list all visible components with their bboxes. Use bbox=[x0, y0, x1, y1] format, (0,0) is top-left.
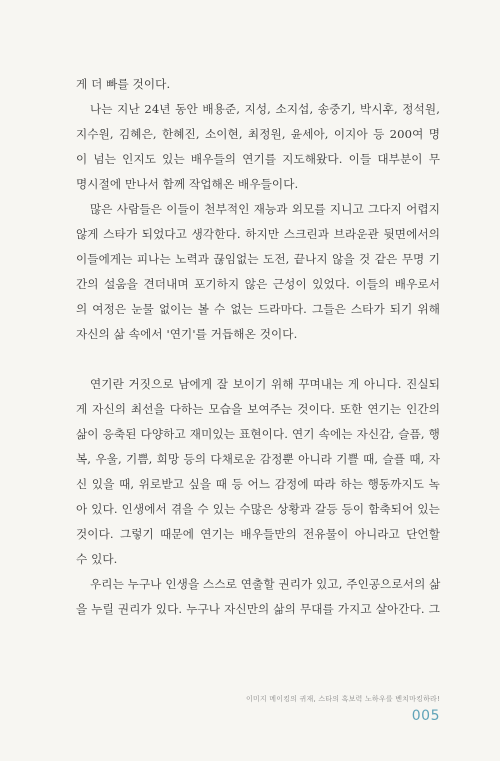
text-line: 우리는 누구나 인생을 스스로 연출할 권리가 있고, 주인공으로서의 삶 bbox=[90, 577, 441, 591]
text-line: 삶이 응축된 다양하고 재미있는 표현이다. 연기 속에는 자신감, 슬픔, 행 bbox=[76, 427, 440, 441]
text-line: 것이다. 그렇기 때문에 연기는 배우들만의 전유물이 아니라고 단언할 bbox=[76, 527, 440, 541]
text-line: 자신의 삶 속에서 '연기'를 거듭해온 것이다. bbox=[76, 327, 298, 341]
text-line: 이들에게는 피나는 노력과 끊임없는 도전, 끝나지 않을 것 같은 무명 기 bbox=[76, 252, 440, 266]
text-section-2 bbox=[76, 372, 440, 622]
text-line: 아 있다. 인생에서 겪을 수 있는 수많은 상황과 갈등 등이 함축되어 있는 bbox=[76, 502, 440, 516]
running-footer-title: 이미지 메이킹의 귀재, 스타의 혹보력 노하우를 벤치마킹하라! bbox=[245, 695, 440, 703]
text-line: 복, 우울, 기쁨, 희망 등의 다채로운 감정뿐 아니라 기쁠 때, 슬플 때, 자 bbox=[76, 452, 440, 466]
text-line: 명시절에 만나서 함께 작업해온 배우들이다. bbox=[76, 177, 299, 191]
text-line: 나는 지난 24년 동안 배용준, 지성, 소지섭, 송중기, 박시후, 정석원, bbox=[90, 102, 440, 116]
text-line: 연기란 거짓으로 남에게 잘 보이기 위해 꾸며내는 게 아니다. 진실되 bbox=[90, 377, 440, 391]
text-line: 지수원, 김혜은, 한혜진, 소이현, 최정원, 윤세아, 이지아 등 200여 명 bbox=[76, 127, 440, 141]
text-line: 간의 설움을 견더내며 포기하지 않은 근성이 있었다. 이들의 배우로서 bbox=[76, 277, 440, 291]
text-line: 신 있을 때, 위로받고 싶을 때 등 어느 감정에 따라 하는 행동까지도 녹 bbox=[76, 477, 440, 491]
text-line: 이 넘는 인지도 있는 배우들의 연기를 지도해왔다. 이들 대부분이 무 bbox=[76, 152, 440, 166]
text-line: 수 있다. bbox=[76, 552, 118, 566]
page-number: 005 bbox=[411, 708, 440, 724]
text-line: 게 더 빠를 것이다. bbox=[76, 77, 171, 91]
text-line: 의 여정은 눈물 없이는 볼 수 없는 드라마다. 그들은 스타가 되기 위해 bbox=[76, 302, 440, 316]
text-line: 을 누릴 권리가 있다. 누구나 자신만의 삶의 무대를 가지고 살아간다. 그 bbox=[76, 602, 440, 616]
text-line: 게 자신의 최선을 다하는 모습을 보여주는 것이다. 또한 연기는 인간의 bbox=[76, 402, 440, 416]
text-line: 않게 스타가 되었다고 생각한다. 하지만 스크린과 브라운관 뒷면에서의 bbox=[76, 227, 440, 241]
text-section-1 bbox=[76, 72, 440, 347]
text-line: 많은 사람들은 이들이 천부적인 재능과 외모를 지니고 그다지 어렵지 bbox=[90, 202, 440, 216]
